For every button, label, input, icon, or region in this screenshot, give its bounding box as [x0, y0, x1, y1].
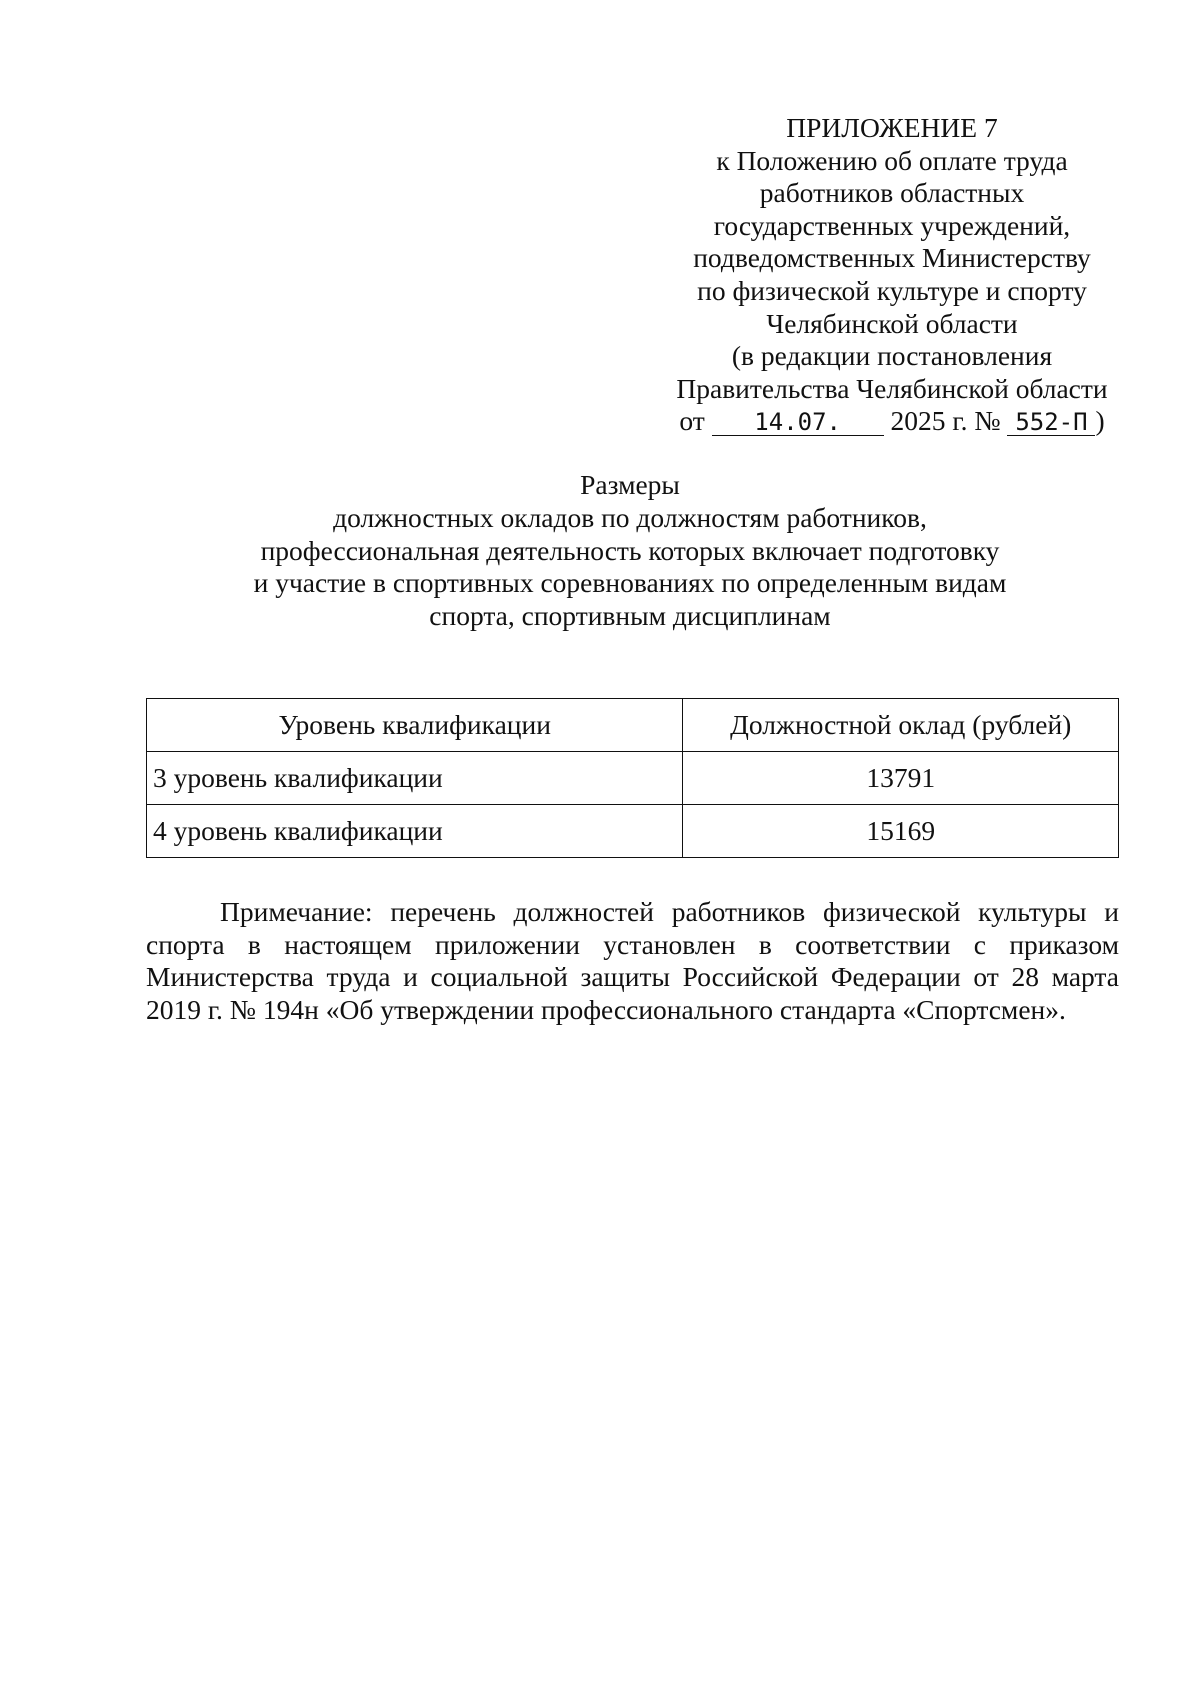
appendix-title: ПРИЛОЖЕНИЕ 7 — [786, 112, 998, 143]
resolution-number: 552-П — [1007, 409, 1095, 436]
title-line: должностных окладов по должностям работников, — [333, 501, 927, 533]
appendix-line: по физической культуре и спорту — [697, 274, 1087, 306]
salary-cell: 13791 — [683, 752, 1119, 805]
appendix-line: (в редакции постановления — [731, 340, 1053, 372]
column-header-salary: Должностной оклад (рублей) — [683, 699, 1119, 752]
resolution-date: 14.07. — [712, 409, 884, 436]
note-paragraph — [146, 896, 1119, 1027]
appendix-line: к Положению об оплате труда — [716, 144, 1068, 176]
qualification-level-cell: 4 уровень квалификации — [147, 805, 683, 858]
appendix-line: Правительства Челябинской области — [676, 372, 1108, 404]
resolution-date-line — [662, 405, 1122, 438]
year-text: 2025 г. № — [890, 405, 1001, 437]
title-line: спорта, спортивным дисциплинам — [429, 600, 831, 632]
document-title — [130, 469, 1130, 633]
salary-cell: 15169 — [683, 805, 1119, 858]
table-row — [147, 805, 1119, 858]
title-line: и участие в спортивных соревнованиях по определенным видам — [253, 567, 1007, 599]
title-line: Размеры — [580, 469, 680, 500]
appendix-line: работников областных — [759, 177, 1025, 209]
note-line: Примечание: перечень должностей работников физической культуры и — [220, 896, 1119, 927]
appendix-line: Челябинской области — [766, 307, 1018, 339]
note-line: Министерства труда и социальной защиты Российской Федерации от 28 марта — [146, 961, 1119, 993]
closing-paren: ) — [1095, 405, 1105, 437]
title-line: профессиональная деятельность которых включает подготовку — [260, 534, 1000, 566]
appendix-line: государственных учреждений, — [713, 209, 1071, 241]
date-prefix: от — [679, 405, 705, 437]
appendix-header — [662, 112, 1122, 438]
qualification-level-cell: 3 уровень квалификации — [147, 752, 683, 805]
appendix-line: подведомственных Министерству — [693, 242, 1091, 274]
table-row — [147, 752, 1119, 805]
table-header-row — [147, 699, 1119, 752]
column-header-level: Уровень квалификации — [147, 699, 683, 752]
salary-table — [146, 698, 1119, 858]
note-line: 2019 г. № 194н «Об утверждении профессионального стандарта «Спортсмен». — [146, 994, 1066, 1026]
note-line: спорта в настоящем приложении установлен в соответствии с приказом — [146, 928, 1119, 960]
